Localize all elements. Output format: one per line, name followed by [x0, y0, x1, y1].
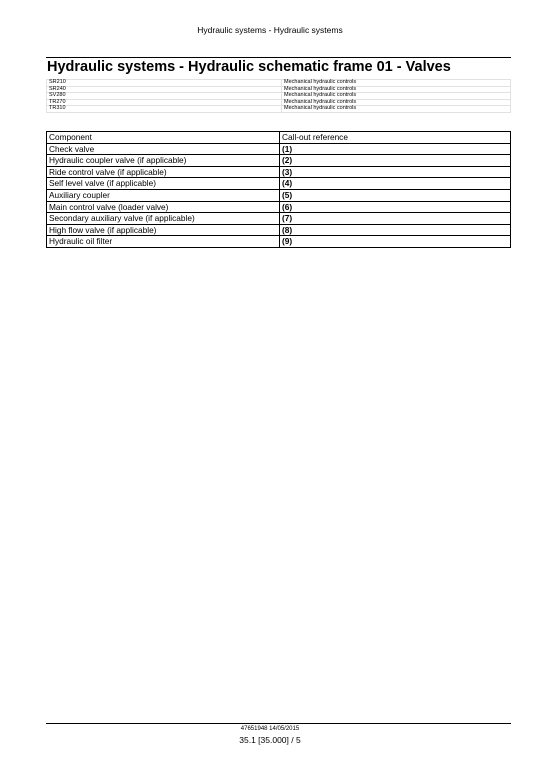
model-description-cell: Mechanical hydraulic controls [282, 80, 511, 87]
callout-column-header: Call-out reference [280, 132, 511, 144]
model-description-cell: Mechanical hydraulic controls [282, 106, 511, 113]
component-cell: Self level valve (if applicable) [47, 178, 280, 190]
models-table [46, 79, 511, 113]
components-table [46, 131, 511, 248]
component-cell: High flow valve (if applicable) [47, 224, 280, 236]
model-description-cell: Mechanical hydraulic controls [282, 86, 511, 93]
callout-cell: (8) [280, 224, 511, 236]
footer-divider [46, 723, 511, 724]
callout-cell: (9) [280, 236, 511, 248]
component-cell: Secondary auxiliary valve (if applicable) [47, 213, 280, 225]
table-header-row [47, 132, 511, 144]
callout-cell: (7) [280, 213, 511, 225]
footer-doc-reference: 47651948 14/05/2015 [240, 726, 300, 732]
model-cell: SR240 [47, 86, 282, 93]
callout-cell: (6) [280, 201, 511, 213]
callout-cell: (1) [280, 143, 511, 155]
model-cell: TR310 [47, 106, 282, 113]
table-row [47, 189, 511, 201]
component-cell: Hydraulic oil filter [47, 236, 280, 248]
table-row [47, 143, 511, 155]
page-title: Hydraulic systems - Hydraulic schematic frame 01 - Valves [47, 59, 451, 75]
table-row [47, 166, 511, 178]
component-cell: Auxiliary coupler [47, 189, 280, 201]
table-row [47, 201, 511, 213]
running-header: Hydraulic systems - Hydraulic systems [197, 25, 343, 35]
callout-cell: (5) [280, 189, 511, 201]
table-row [47, 106, 511, 113]
model-description-cell: Mechanical hydraulic controls [282, 93, 511, 100]
component-column-header: Component [47, 132, 280, 144]
footer-page-number: 35.1 [35.000] / 5 [239, 735, 301, 745]
callout-cell: (2) [280, 155, 511, 167]
callout-cell: (4) [280, 178, 511, 190]
table-row [47, 155, 511, 167]
callout-cell: (3) [280, 166, 511, 178]
table-row [47, 224, 511, 236]
table-row [47, 178, 511, 190]
component-cell: Hydraulic coupler valve (if applicable) [47, 155, 280, 167]
table-row [47, 213, 511, 225]
model-cell: TR270 [47, 99, 282, 106]
model-cell: SR210 [47, 80, 282, 87]
component-cell: Main control valve (loader valve) [47, 201, 280, 213]
title-divider [46, 57, 511, 58]
table-row [47, 236, 511, 248]
model-description-cell: Mechanical hydraulic controls [282, 99, 511, 106]
component-cell: Check valve [47, 143, 280, 155]
model-cell: SV280 [47, 93, 282, 100]
component-cell: Ride control valve (if applicable) [47, 166, 280, 178]
